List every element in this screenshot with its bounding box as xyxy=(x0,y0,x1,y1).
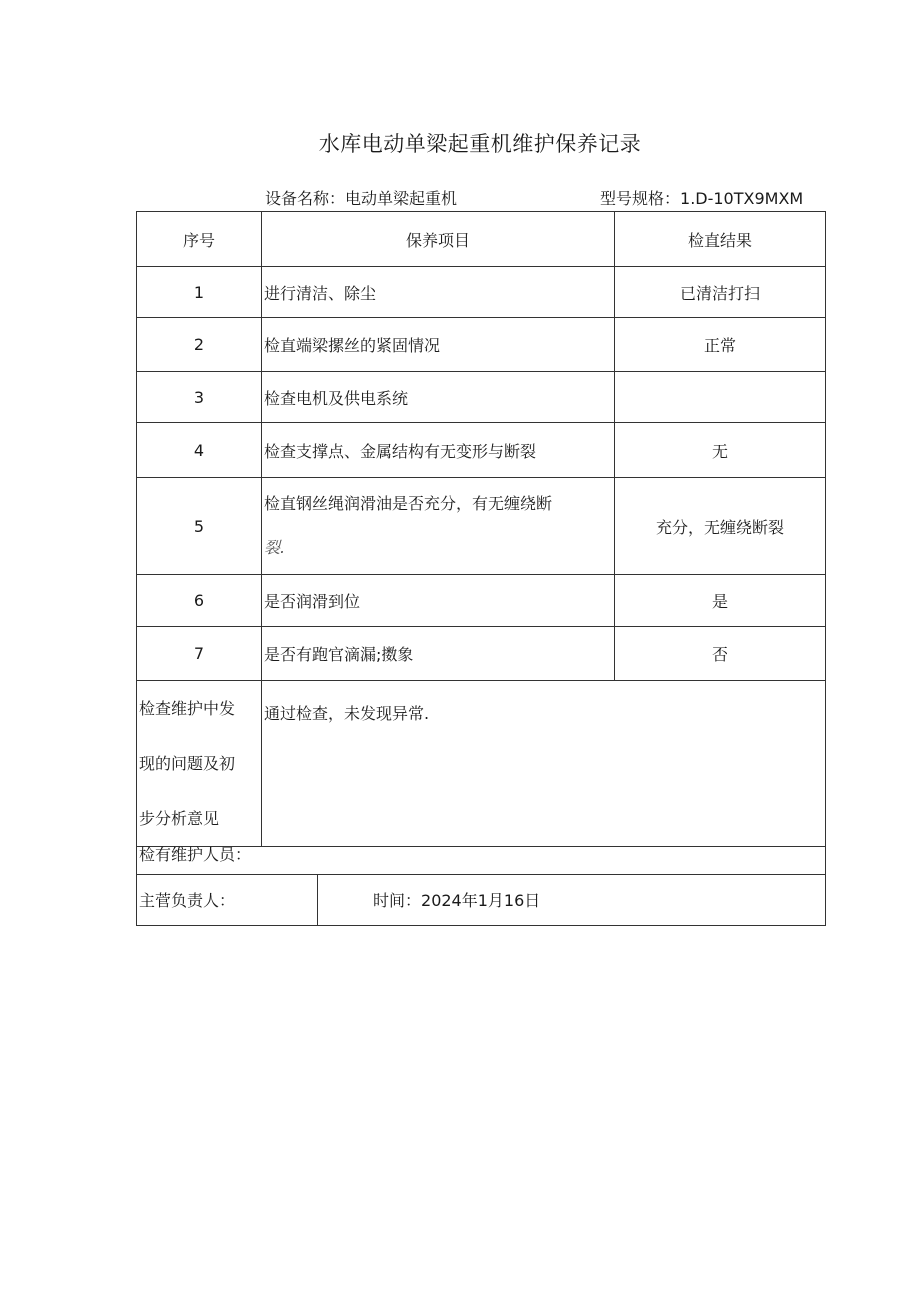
row-result: 无 xyxy=(615,423,826,478)
maintenance-table xyxy=(136,211,826,847)
table-row xyxy=(137,575,826,627)
header-no: 序号 xyxy=(137,212,262,267)
row-no: 1 xyxy=(137,267,262,318)
supervisor-row xyxy=(137,874,826,925)
issues-label-line: 检查维护中发 xyxy=(139,699,236,718)
row-result: 否 xyxy=(615,627,826,681)
issues-value: 通过检查，未发现异常. xyxy=(262,681,826,847)
time-cell xyxy=(318,874,826,925)
header-result: 检直结果 xyxy=(615,212,826,267)
table-row xyxy=(137,267,826,318)
row-no: 6 xyxy=(137,575,262,627)
device-name-label: 设备名称： xyxy=(265,189,346,208)
inspector-row xyxy=(137,834,826,874)
row-item xyxy=(262,478,615,575)
device-name-value: 电动单梁起重机 xyxy=(345,189,458,208)
row-result: 正常 xyxy=(615,318,826,372)
inspector-label: 检有维护人员： xyxy=(137,834,826,874)
time-value: 2024年1月16日 xyxy=(421,891,541,910)
row-no: 7 xyxy=(137,627,262,681)
signature-table xyxy=(136,834,826,926)
row-no: 3 xyxy=(137,372,262,423)
issues-label xyxy=(137,681,262,847)
row-item: 检查支撑点、金属结构有无变形与断裂 xyxy=(262,423,615,478)
row-no: 2 xyxy=(137,318,262,372)
table-row xyxy=(137,372,826,423)
row-item: 是否润滑到位 xyxy=(262,575,615,627)
row-result: 充分，无缠绕断裂 xyxy=(615,478,826,575)
row-result xyxy=(615,372,826,423)
supervisor-label: 主菅负责人： xyxy=(137,874,318,925)
issues-label-line: 现的问题及初 xyxy=(139,754,236,773)
row-item: 检直端梁摞丝的紧固情况 xyxy=(262,318,615,372)
header-item: 保养项目 xyxy=(262,212,615,267)
model-label: 型号规格： xyxy=(600,189,681,208)
row-item-main: 检直钢丝绳润滑油是否充分，有无缠绕断 xyxy=(264,494,553,513)
model-line xyxy=(600,186,803,209)
row-result: 是 xyxy=(615,575,826,627)
time-label: 时间： xyxy=(373,891,422,910)
row-no: 5 xyxy=(137,478,262,575)
issues-label-line: 步分析意见 xyxy=(139,809,220,828)
row-no: 4 xyxy=(137,423,262,478)
row-result: 已清洁打扫 xyxy=(615,267,826,318)
row-item: 进行清洁、除尘 xyxy=(262,267,615,318)
table-header-row xyxy=(137,212,826,267)
page-title: 水库电动单梁起重机维护保养记录 xyxy=(318,132,642,156)
table-row xyxy=(137,627,826,681)
issues-row xyxy=(137,681,826,847)
table-row xyxy=(137,478,826,575)
row-item: 是否有跑官滴漏;擞象 xyxy=(262,627,615,681)
device-name-line xyxy=(265,186,457,209)
table-row xyxy=(137,318,826,372)
row-item: 检查电机及供电系统 xyxy=(262,372,615,423)
table-row xyxy=(137,423,826,478)
row-item-tail: 裂. xyxy=(264,538,286,557)
model-value: 1.D-10TX9MXM xyxy=(680,189,804,208)
